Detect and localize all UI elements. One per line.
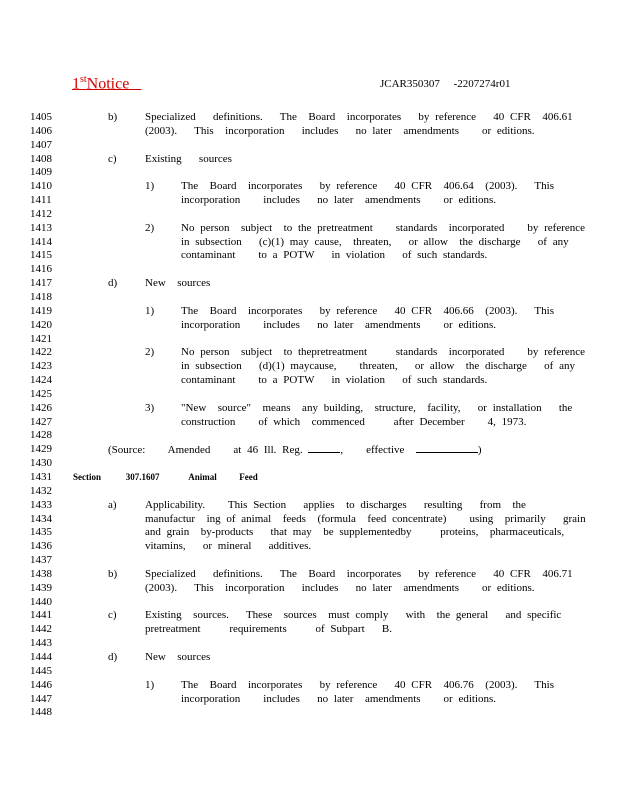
line-number: 1411	[30, 194, 52, 207]
line-number: 1415	[30, 249, 52, 262]
source-text: , effective	[340, 444, 405, 457]
source-text: )	[477, 444, 482, 457]
line-number: 1408	[30, 152, 52, 165]
notice-word: Notice	[86, 75, 130, 93]
subsection-label: c)	[108, 152, 117, 165]
line-number: 1413	[30, 221, 52, 234]
body-text: incorporation includes no later amendments or editions.	[181, 194, 497, 207]
line-number: 1412	[30, 207, 52, 220]
line-number: 1448	[30, 706, 52, 719]
line-number: 1420	[30, 318, 52, 331]
subsection-label: a)	[108, 498, 117, 511]
source-text: (Source: Amended at 46 Ill. Reg.	[108, 444, 303, 457]
line-number: 1441	[30, 609, 52, 622]
line-number: 1436	[30, 540, 52, 553]
line-number: 1433	[30, 498, 52, 511]
line-number: 1424	[30, 374, 52, 387]
line-number: 1434	[30, 512, 52, 525]
body-text: (2003). This incorporation includes no later amendments or editions.	[145, 124, 535, 137]
line-number: 1421	[30, 332, 52, 345]
line-number: 1428	[30, 429, 52, 442]
line-number: 1431	[30, 471, 52, 483]
line-number: 1423	[30, 360, 52, 373]
paragraph-label: 1)	[145, 678, 155, 691]
paragraph-label: 1)	[145, 304, 155, 317]
line-number: 1407	[30, 138, 52, 151]
body-text: contaminant to a POTW in violation of such standards.	[181, 374, 488, 387]
body-text: The Board incorporates by reference 40 CFR 406.64 (2003). This	[181, 180, 554, 193]
subsection-label: c)	[108, 609, 117, 622]
notice-header	[72, 74, 141, 93]
paragraph-label: 1)	[145, 180, 155, 193]
line-number: 1429	[30, 443, 52, 456]
body-text: construction of which commenced after December 4, 1973.	[181, 415, 527, 428]
line-number: 1447	[30, 692, 52, 705]
line-number: 1444	[30, 651, 52, 663]
line-number: 1442	[30, 623, 52, 636]
line-number: 1419	[30, 304, 52, 317]
line-number: 1425	[30, 387, 52, 400]
line-number: 1406	[30, 124, 52, 137]
line-number: 1437	[30, 554, 52, 566]
body-text: Applicability. This Section applies to discharges resulting from the	[145, 498, 526, 511]
body-text: The Board incorporates by reference 40 CFR 406.66 (2003). This	[181, 304, 554, 317]
line-number: 1414	[30, 235, 52, 248]
body-text: in subsection (c)(1) may cause, threaten, or allow the discharge of any	[181, 235, 569, 248]
line-number: 1446	[30, 678, 52, 691]
body-text: pretreatment requirements of Subpart B.	[145, 623, 392, 636]
document-id: JCAR350307 -2207274r01	[380, 78, 511, 90]
line-number: 1435	[30, 526, 52, 539]
source-note	[108, 442, 482, 457]
line-number: 1422	[30, 346, 52, 359]
line-number: 1439	[30, 581, 52, 594]
body-text: Specialized definitions. The Board incorporates by reference 40 CFR 406.71	[145, 567, 573, 580]
line-number: 1445	[30, 664, 52, 677]
body-text: Specialized definitions. The Board incorporates by reference 40 CFR 406.61	[145, 111, 573, 123]
body-text: manufactur ing of animal feeds (formula feed concentrate) using primarily grain	[145, 512, 586, 525]
line-number: 1416	[30, 263, 52, 276]
paragraph-label: 2)	[145, 221, 155, 234]
body-text: incorporation includes no later amendments or editions.	[181, 692, 497, 705]
line-number: 1405	[30, 111, 52, 123]
subsection-heading: Existing sources	[145, 152, 232, 165]
subsection-label: b)	[108, 567, 118, 580]
paragraph-label: 2)	[145, 346, 155, 359]
body-text: incorporation includes no later amendments or editions.	[181, 318, 497, 331]
line-number: 1418	[30, 291, 52, 303]
line-number: 1427	[30, 415, 52, 428]
notice-sup: st	[80, 74, 87, 85]
line-number: 1438	[30, 567, 52, 580]
line-number: 1409	[30, 166, 52, 179]
effective-date-blank	[416, 442, 478, 453]
line-number: 1440	[30, 595, 52, 608]
line-number: 1430	[30, 457, 52, 470]
subsection-heading: New sources	[145, 651, 211, 663]
section-heading: Section 307.1607 Animal Feed	[73, 472, 258, 482]
body-text: "New source" means any building, structure, facility, or installation the	[181, 401, 573, 414]
body-text: in subsection (d)(1) maycause, threaten, or allow the discharge of any	[181, 360, 575, 373]
body-text: No person subject to the pretreatment standards incorporated by reference	[181, 221, 586, 234]
body-text: (2003). This incorporation includes no later amendments or editions.	[145, 581, 535, 594]
body-text: vitamins, or mineral additives.	[145, 540, 312, 553]
line-number: 1426	[30, 401, 52, 414]
subsection-heading: New sources	[145, 277, 211, 290]
body-text: and grain by-products that may be supplementedby proteins, pharmaceuticals,	[145, 526, 565, 539]
subsection-label: b)	[108, 111, 118, 123]
subsection-label: d)	[108, 277, 118, 290]
notice-prefix: 1	[72, 75, 80, 93]
body-text: Existing sources. These sources must comply with the general and specific	[145, 609, 562, 622]
paragraph-label: 3)	[145, 401, 155, 414]
body-text: No person subject to thepretreatment standards incorporated by reference	[181, 346, 586, 359]
body-text: The Board incorporates by reference 40 CFR 406.76 (2003). This	[181, 678, 554, 691]
register-volume-blank	[308, 442, 340, 453]
line-number: 1432	[30, 484, 52, 497]
subsection-label: d)	[108, 651, 118, 663]
line-number: 1443	[30, 637, 52, 650]
line-number: 1417	[30, 277, 52, 290]
line-number: 1410	[30, 180, 52, 193]
body-text: contaminant to a POTW in violation of such standards.	[181, 249, 488, 262]
